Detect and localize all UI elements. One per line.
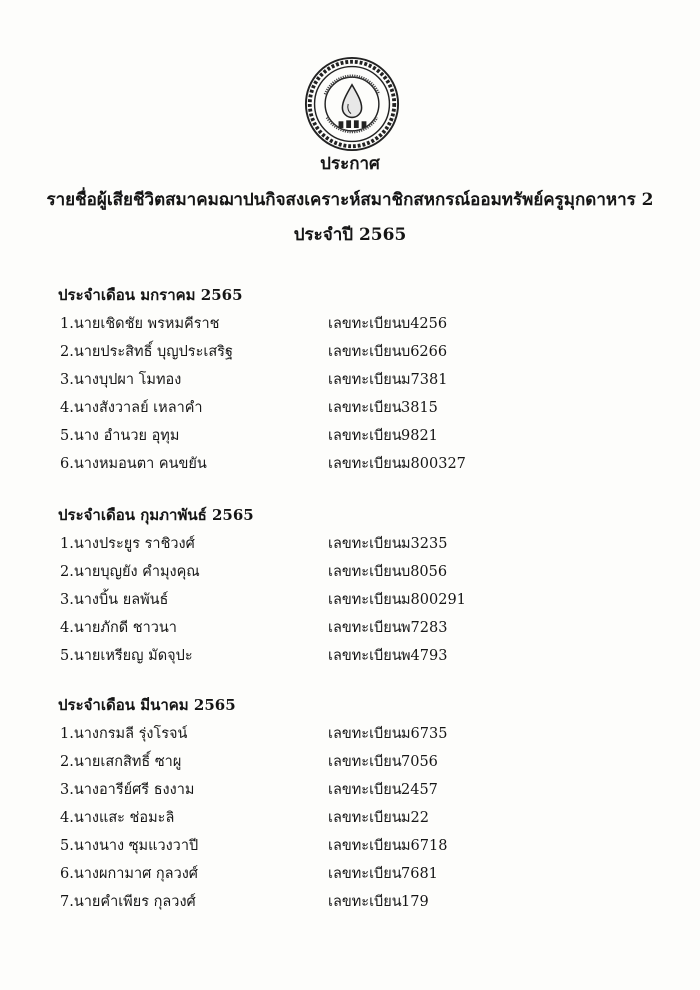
list-item bbox=[58, 310, 658, 338]
list-item bbox=[58, 804, 658, 832]
list-item bbox=[58, 888, 658, 916]
list-item bbox=[58, 832, 658, 860]
list-item bbox=[58, 422, 658, 450]
member-name: 1.นางประยูร ราชิวงศ์ bbox=[60, 536, 195, 552]
list-item bbox=[58, 776, 658, 804]
announcement-year: ประจำปี 2565 bbox=[293, 225, 407, 245]
list-item bbox=[58, 720, 658, 748]
section-march bbox=[58, 694, 658, 916]
list-item bbox=[58, 586, 658, 614]
registration-number: 7681 bbox=[401, 866, 438, 882]
section-title: ประจำเดือน กุมภาพันธ์ 2565 bbox=[58, 506, 254, 524]
registration-number: พ7283 bbox=[401, 620, 448, 636]
registration-number: บ6266 bbox=[401, 344, 448, 360]
member-name: 5.นายเหรียญ มัดจุปะ bbox=[60, 648, 193, 664]
member-name: 6.นางหมอนตา คนขยัน bbox=[60, 456, 207, 472]
registration-label: เลขทะเบียน bbox=[328, 810, 402, 826]
member-name: 4.นายภักดี ชาวนา bbox=[60, 620, 177, 636]
registration-number: 9821 bbox=[401, 428, 438, 444]
registration-label: เลขทะเบียน bbox=[328, 316, 402, 332]
member-name: 5.นางนาง ซุมแวงวาปี bbox=[60, 838, 199, 854]
registration-label: เลขทะเบียน bbox=[328, 344, 402, 360]
section-title: ประจำเดือน มกราคม 2565 bbox=[58, 286, 243, 304]
registration-label: เลขทะเบียน bbox=[328, 726, 402, 742]
member-name: 3.นางบิ้น ยลพันธ์ bbox=[60, 592, 169, 608]
registration-number: 2457 bbox=[401, 782, 438, 798]
registration-number: 7056 bbox=[401, 754, 438, 770]
announcement-title: ประกาศ bbox=[320, 154, 380, 174]
registration-label: เลขทะเบียน bbox=[328, 782, 402, 798]
member-name: 3.นางบุปผา โมทอง bbox=[60, 372, 182, 388]
list-item bbox=[58, 860, 658, 888]
registration-number: บ8056 bbox=[401, 564, 448, 580]
registration-number: บ4256 bbox=[401, 316, 448, 332]
registration-label: เลขทะเบียน bbox=[328, 456, 402, 472]
registration-number: ม22 bbox=[401, 810, 430, 826]
registration-number: ม6735 bbox=[401, 726, 448, 742]
registration-label: เลขทะเบียน bbox=[328, 564, 402, 580]
registration-number: 179 bbox=[401, 894, 429, 910]
list-item bbox=[58, 642, 658, 670]
list-item bbox=[58, 450, 658, 478]
list-item bbox=[58, 530, 658, 558]
member-name: 1.นางกรมลี รุ่งโรจน์ bbox=[60, 726, 188, 742]
announcement-subtitle: รายชื่อผู้เสียชีวิตสมาคมฌาปนกิจสงเคราะห์สมาชิกสหกรณ์ออมทรัพย์ครูมุกดาหาร 2 bbox=[46, 190, 654, 210]
member-name: 4.นางสังวาลย์ เหลาคำ bbox=[60, 400, 203, 416]
registration-label: เลขทะเบียน bbox=[328, 400, 402, 416]
member-name: 2.นายบุญยัง คำมุงคุณ bbox=[60, 564, 200, 580]
member-name: 1.นายเชิดชัย พรหมคีราช bbox=[60, 316, 220, 332]
registration-label: เลขทะเบียน bbox=[328, 838, 402, 854]
member-name: 4.นางแสะ ช่อมะลิ bbox=[60, 810, 175, 826]
section-february bbox=[58, 504, 658, 670]
registration-label: เลขทะเบียน bbox=[328, 372, 402, 388]
registration-number: ม6718 bbox=[401, 838, 448, 854]
registration-number: ม800327 bbox=[401, 456, 466, 472]
member-name: 2.นายประสิทธิ์ บุญประเสริฐ bbox=[60, 344, 233, 360]
registration-label: เลขทะเบียน bbox=[328, 866, 402, 882]
registration-number: พ4793 bbox=[401, 648, 448, 664]
list-item bbox=[58, 394, 658, 422]
registration-label: เลขทะเบียน bbox=[328, 754, 402, 770]
section-title: ประจำเดือน มีนาคม 2565 bbox=[58, 696, 236, 714]
registration-number: ม7381 bbox=[401, 372, 448, 388]
member-name: 7.นายคำเพียร กุลวงศ์ bbox=[60, 894, 196, 910]
registration-label: เลขทะเบียน bbox=[328, 428, 402, 444]
association-seal-icon bbox=[304, 56, 400, 152]
list-item bbox=[58, 748, 658, 776]
registration-label: เลขทะเบียน bbox=[328, 648, 402, 664]
registration-label: เลขทะเบียน bbox=[328, 592, 402, 608]
list-item bbox=[58, 366, 658, 394]
list-item bbox=[58, 614, 658, 642]
registration-label: เลขทะเบียน bbox=[328, 894, 402, 910]
registration-number: ม800291 bbox=[401, 592, 466, 608]
list-item bbox=[58, 558, 658, 586]
member-name: 6.นางผกามาศ กุลวงศ์ bbox=[60, 866, 198, 882]
member-name: 5.นาง อำนวย อุทุม bbox=[60, 428, 180, 444]
registration-number: 3815 bbox=[401, 400, 438, 416]
registration-number: ม3235 bbox=[401, 536, 448, 552]
registration-label: เลขทะเบียน bbox=[328, 536, 402, 552]
registration-label: เลขทะเบียน bbox=[328, 620, 402, 636]
member-name: 2.นายเสกสิทธิ์ ซาผู bbox=[60, 754, 182, 770]
list-item bbox=[58, 338, 658, 366]
section-january bbox=[58, 284, 658, 478]
member-name: 3.นางอารีย์ศรี ธงงาม bbox=[60, 782, 195, 798]
